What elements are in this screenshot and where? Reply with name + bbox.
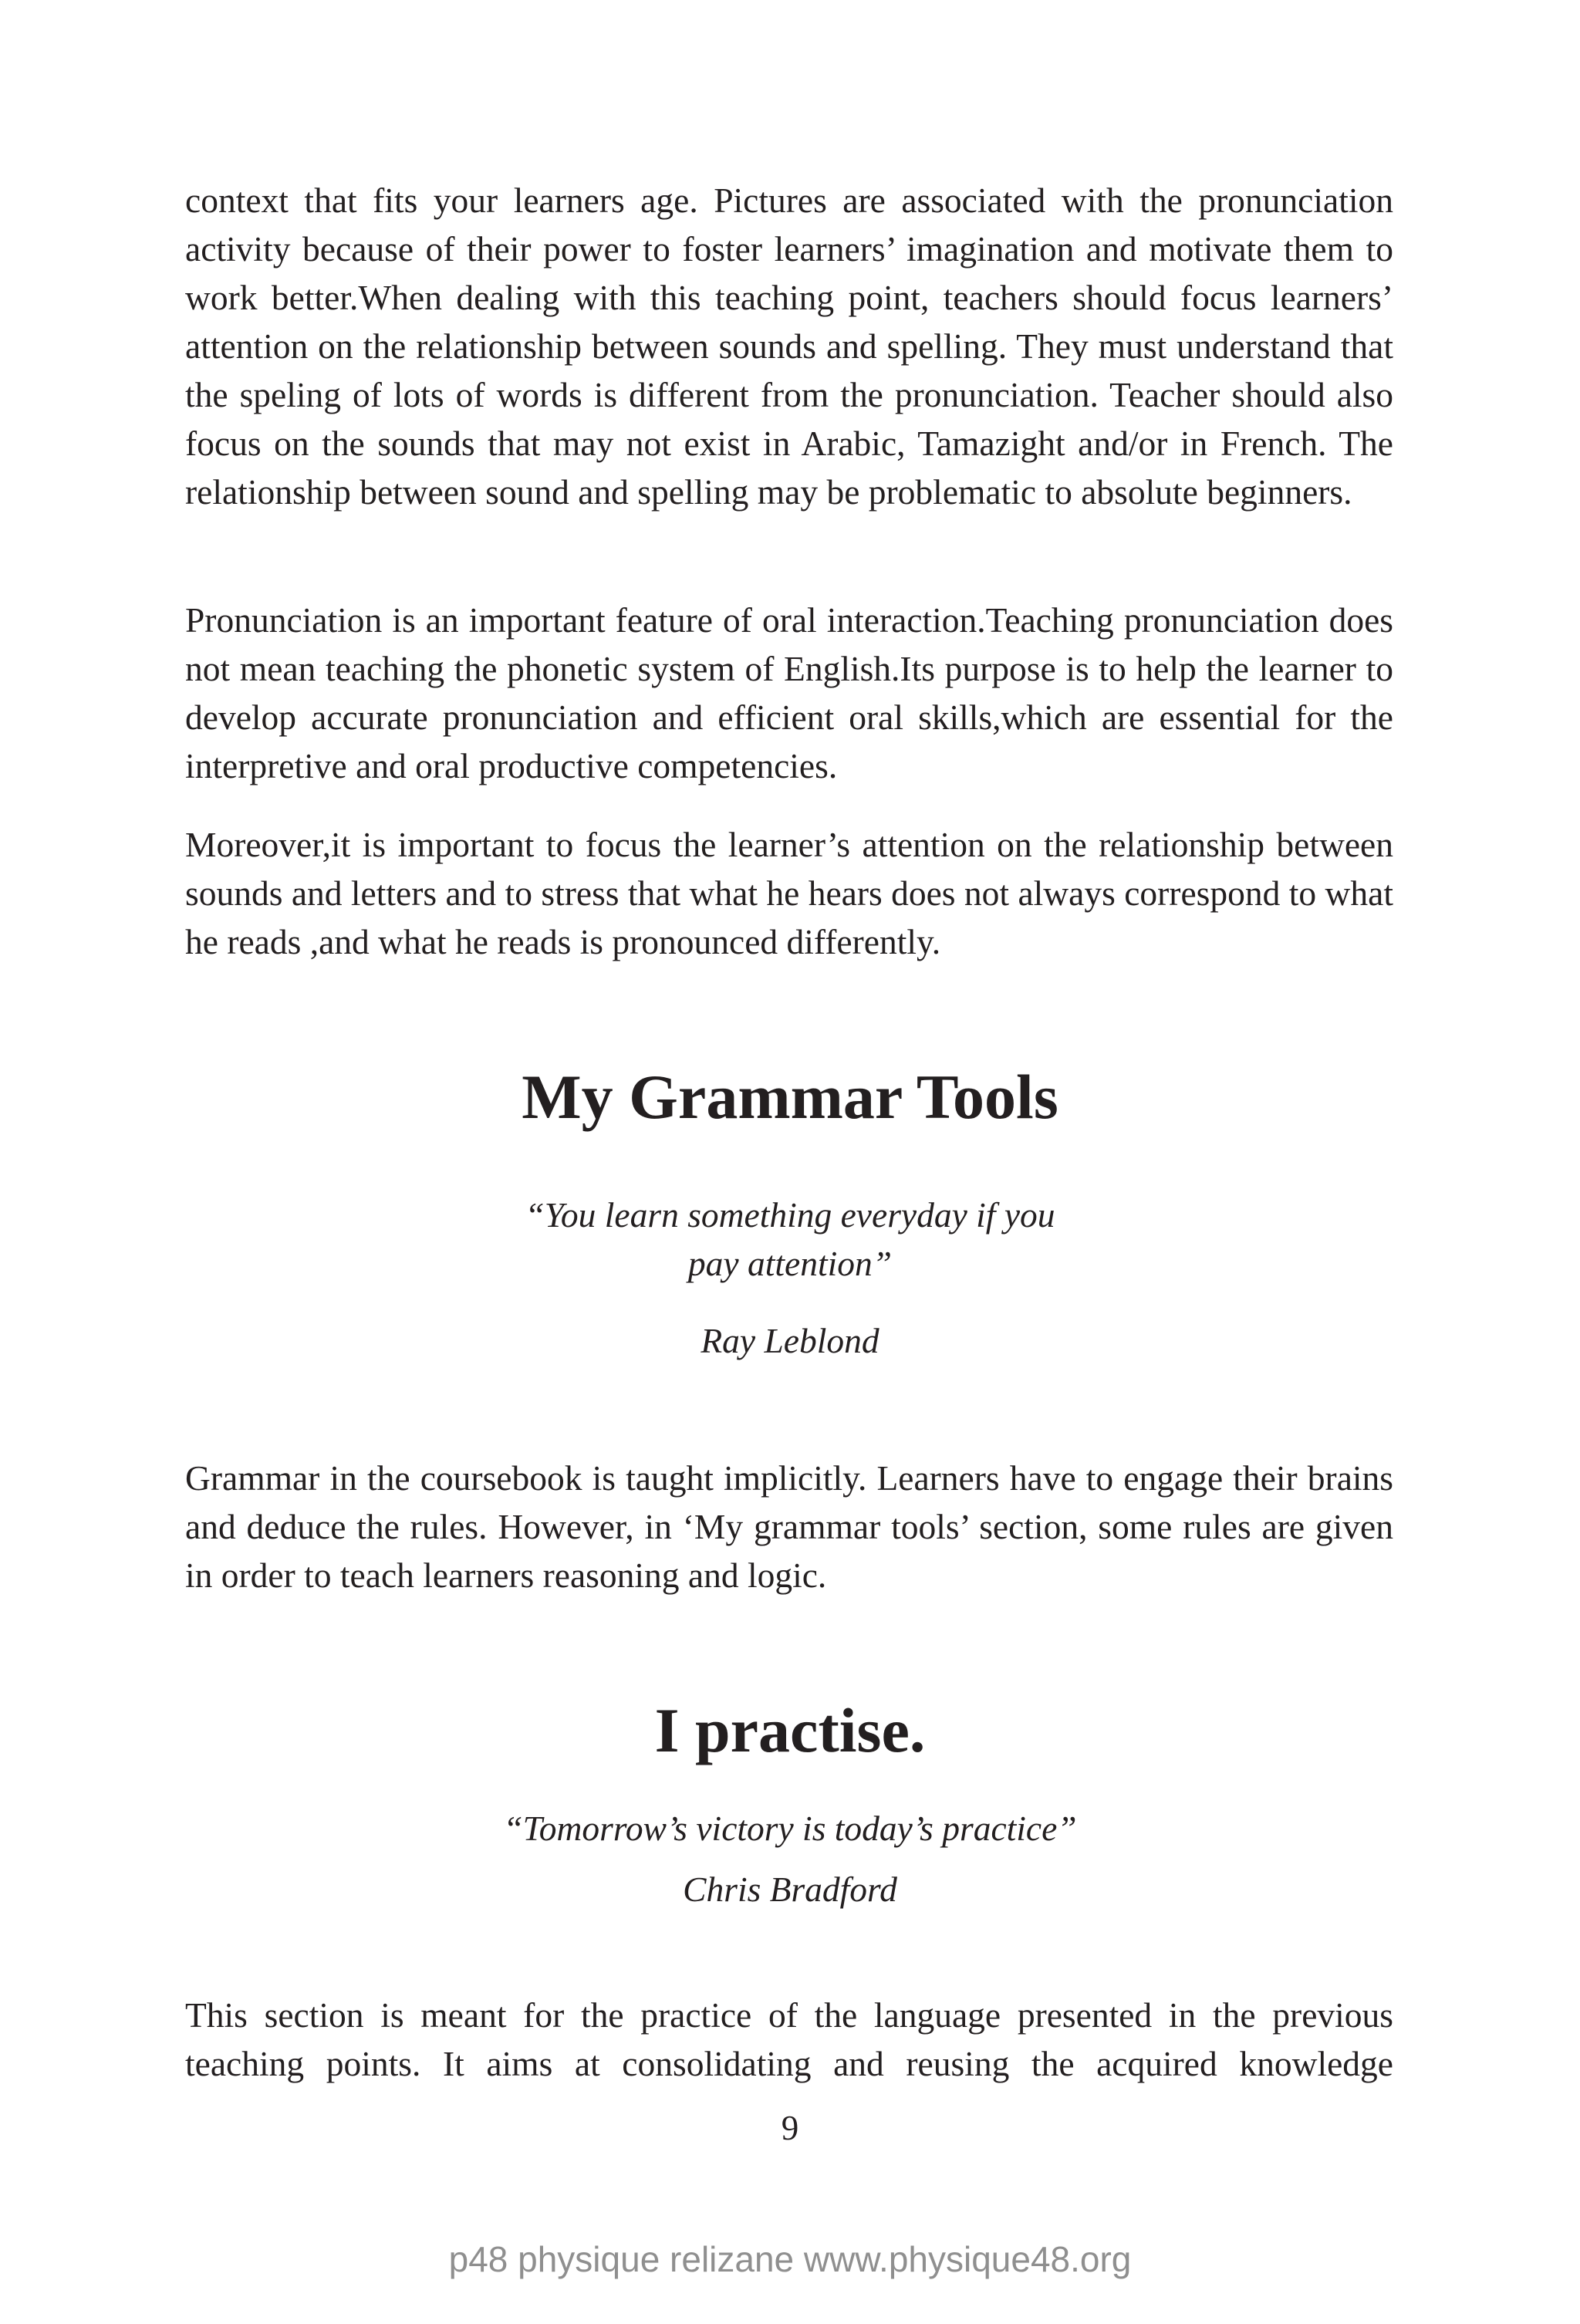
footer-watermark: p48 physique relizane www.physique48.org (448, 2239, 1132, 2279)
grammar-quote-author: Ray Leblond (701, 1321, 879, 1360)
practise-quote: “Tomorrow’s victory is today’s practice” (503, 1809, 1077, 1848)
body-paragraph: context that fits your learners age. Pictures are associated with the pronunciation activity because of their power to foster learners’ imagination and motivate them to work better.When dealing with this teaching point, teachers should focus learners’ attention on the relationship between sounds and spelling. They must understand that the speling of lots of words is different from the pronunciation. Teacher should also focus on the sounds that may not exist in Arabic, Tamazight and/or in French. The relationship between sound and spelling may be problematic to absolute beginners. (185, 181, 1393, 512)
practise-quote-author: Chris Bradford (683, 1870, 897, 1909)
quote-line: pay attention” (687, 1244, 893, 1283)
body-paragraph: Pronunciation is an important feature of oral interaction.Teaching pronunciation does not mean teaching the phonetic system of English.Its purpose is to help the learner to develop accurate pronunciation and efficient oral skills,which are essential for the interpretive and oral productive competencies. (185, 600, 1393, 785)
pronunciation-paragraph-1 (185, 176, 1393, 516)
practise-paragraph (185, 1991, 1393, 2088)
quote-line: “You learn something everyday if you (525, 1195, 1055, 1235)
pronunciation-paragraph-3 (185, 820, 1393, 966)
body-paragraph: Moreover,it is important to focus the learner’s attention on the relationship between sounds and letters and to stress that what he hears does not always correspond to what he reads ,and what he reads is pronounced differently. (185, 825, 1393, 961)
page-number: 9 (781, 2109, 799, 2147)
body-paragraph: This section is meant for the practice of the language presented in the previous teaching points. It aims at consolidating and reusing the acquired knowledge (185, 1995, 1393, 2083)
pronunciation-paragraph-2 (185, 596, 1393, 790)
grammar-quote (0, 1191, 1580, 1288)
section-heading-i-practise: I practise. (654, 1695, 926, 1765)
grammar-paragraph (185, 1454, 1393, 1599)
body-paragraph: Grammar in the coursebook is taught implicitly. Learners have to engage their brains and deduce the rules. However, in ‘My grammar tools’ section, some rules are given in order to teach learners reasoning and logic. (185, 1458, 1393, 1595)
section-heading-grammar-tools: My Grammar Tools (522, 1062, 1058, 1132)
